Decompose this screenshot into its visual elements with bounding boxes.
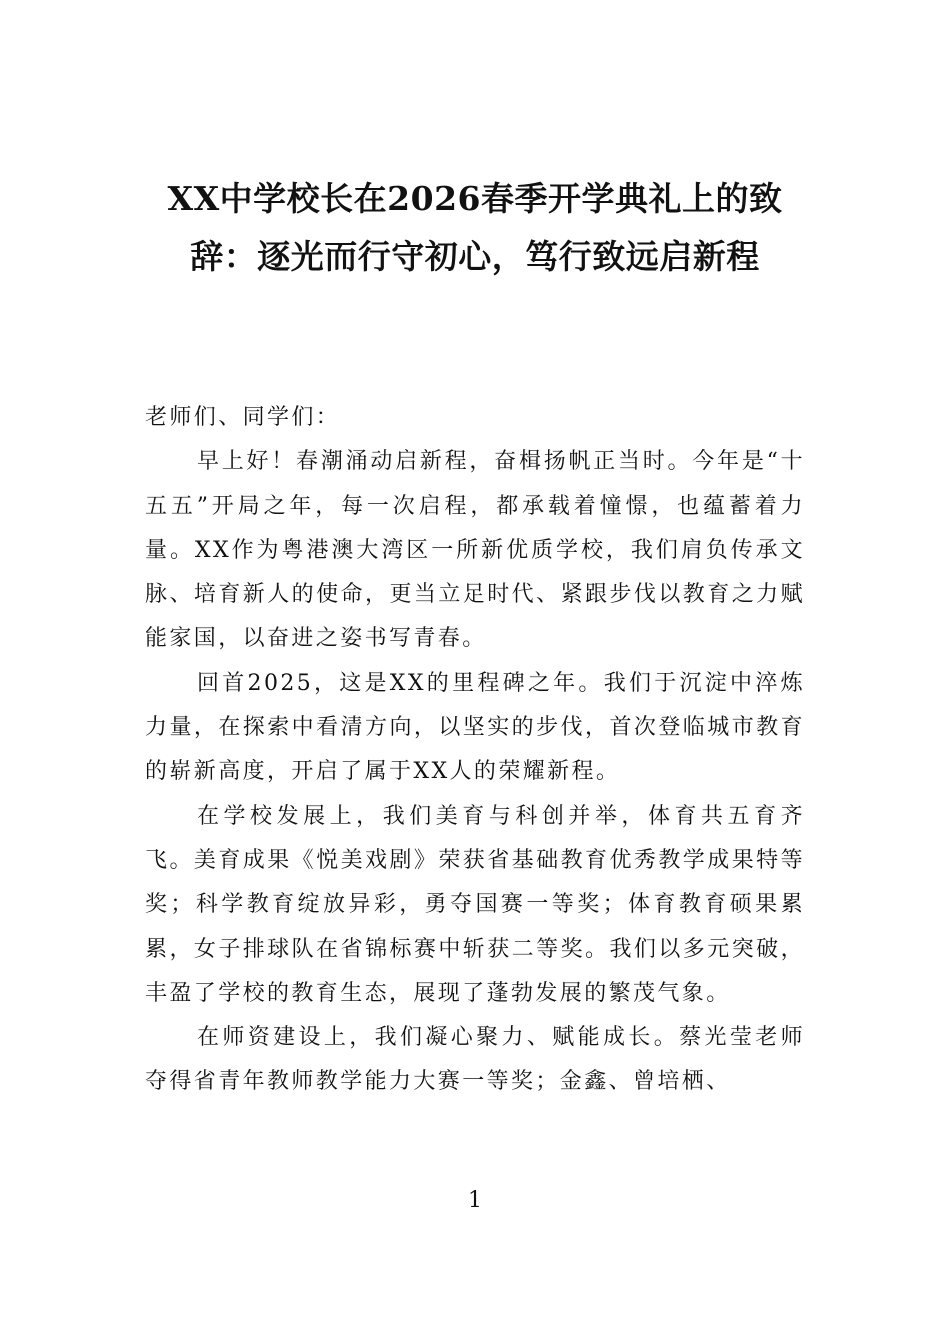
title-line-2: 辞：逐光而行守初心，笃行致远启新程 <box>190 237 760 276</box>
document-title <box>145 170 805 286</box>
paragraph-teacher-development: 在师资建设上，我们凝心聚力、赋能成长。蔡光莹老师夺得省青年教师教学能力大赛一等奖；金鑫、曾培栖、 <box>145 1025 805 1095</box>
paragraph-school-development: 在学校发展上，我们美育与科创并举，体育共五育齐飞。美育成果《悦美戏剧》荣获省基础教育优秀教学成果特等奖；科学教育绽放异彩，勇夺国赛一等奖；体育教育硕果累累，女子排球队在省锦标赛中斩获二等奖。我们以多元突破，丰盈了学校的教育生态，展现了蓬勃发展的繁茂气象。 <box>145 803 805 1006</box>
paragraph-greeting: 早上好！春潮涌动启新程，奋楫扬帆正当时。今年是“十五五”开局之年，每一次启程，都承载着憧憬，也蕴蓄着力量。XX作为粤港澳大湾区一所新优质学校，我们肩负传承文脉、培育新人的使命，更当立足时代、紧跟步伐以教育之力赋能家国，以奋进之姿书写青春。 <box>145 449 805 652</box>
title-line-1: XX中学校长在2026春季开学典礼上的致 <box>167 179 783 218</box>
document-body <box>145 396 805 1105</box>
salutation: 老师们、同学们： <box>145 405 341 430</box>
paragraph-review-2025: 回首2025，这是XX的里程碑之年。我们于沉淀中淬炼力量，在探索中看清方向，以坚实的步伐，首次登临城市教育的崭新高度，开启了属于XX人的荣耀新程。 <box>145 670 805 785</box>
page-number: 1 <box>468 1188 482 1213</box>
